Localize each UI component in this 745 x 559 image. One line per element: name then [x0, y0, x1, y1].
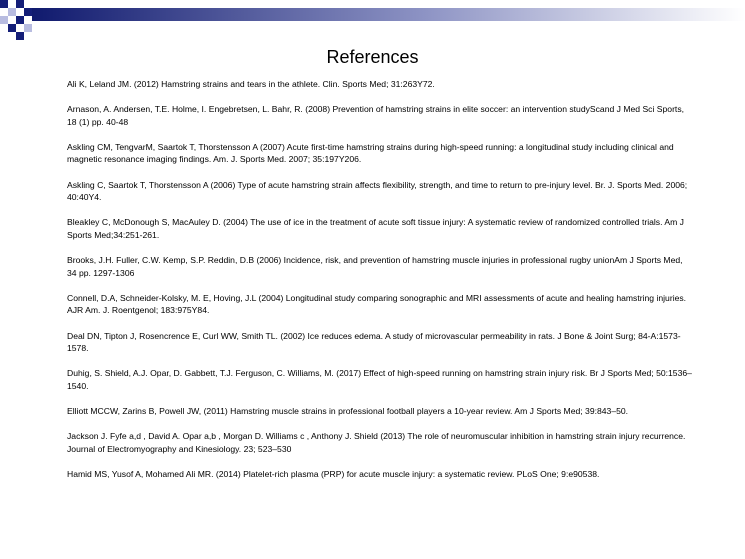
- deco-square: [24, 24, 32, 32]
- reference-item: Ali K, Leland JM. (2012) Hamstring strains and tears in the athlete. Clin. Sports Med; 31:263Y72.: [67, 79, 435, 89]
- reference-item: Duhig, S. Shield, A.J. Opar, D. Gabbett, T.J. Ferguson, C. Williams, M. (2017) Effect of high-speed running on hamstring strain injury risk. Br J Sports Med; 50:1536–1540.: [67, 368, 692, 391]
- header-gradient-bar: [32, 8, 745, 21]
- reference-item: Askling C, Saartok T, Thorstensson A (2006) Type of acute hamstring strain affects flexibility, strength, and time to return to pre-injury level. Br. J. Sports Med. 2006; 40:40Y4.: [67, 179, 688, 203]
- reference-item: Elliott MCCW, Zarins B, Powell JW, (2011) Hamstring muscle strains in professional football players a 10-year review. Am J Sports Med; 39:843–50.: [67, 405, 629, 416]
- slide-title: References: [326, 47, 419, 67]
- reference-item: Connell, D.A, Schneider-Kolsky, M. E, Hoving, J.L (2004) Longitudinal study comparing sonographic and MRI assessments of acute and healing hamstring injuries. AJR Am. J. Roentgenol; 183:975Y84.: [67, 292, 687, 316]
- header-decoration: [0, 0, 745, 45]
- deco-square: [0, 0, 8, 8]
- reference-list: [67, 78, 692, 493]
- deco-square: [16, 16, 24, 24]
- reference-item: Brooks, J.H. Fuller, C.W. Kemp, S.P. Reddin, D.B (2006) Incidence, risk, and prevention of hamstring muscle injuries in professional rugby unionAm J Sports Med, 34 pp. 1297-1306: [67, 255, 683, 278]
- deco-square: [16, 0, 24, 8]
- reference-item: Hamid MS, Yusof A, Mohamed Ali MR. (2014) Platelet-rich plasma (PRP) for acute muscle injury: a systematic review. PLoS One; 9:e90538.: [67, 468, 600, 479]
- deco-square: [24, 8, 32, 16]
- reference-item: Askling CM, TengvarM, Saartok T, Thorstensson A (2007) Acute first-time hamstring strains during high-speed running: a longitudinal study including clinical and magnetic resonance imaging findings. Am. J. Sports Med. 2007; 35:197Y206.: [67, 142, 674, 165]
- deco-square: [8, 8, 16, 16]
- deco-square: [0, 16, 8, 24]
- deco-square: [16, 32, 24, 40]
- reference-item: Deal DN, Tipton J, Rosencrence E, Curl WW, Smith TL. (2002) Ice reduces edema. A study of microvascular permeability in rats. J Bone & Joint Surg; 84-A:1573-1578.: [67, 330, 681, 353]
- reference-item: Jackson J. Fyfe a,d , David A. Opar a,b , Morgan D. Williams c , Anthony J. Shield (2013) The role of neuromuscular inhibition in hamstring strain injury recurrence. Journal of Electromyography and Kinesiology. 23; 523–530: [67, 431, 686, 454]
- deco-square: [8, 24, 16, 32]
- reference-item: Bleakley C, McDonough S, MacAuley D. (2004) The use of ice in the treatment of acute soft tissue injury: A systematic review of randomized controlled trials. Am J Sports Med;34:251-261.: [67, 217, 684, 240]
- reference-item: Arnason, A. Andersen, T.E. Holme, I. Engebretsen, L. Bahr, R. (2008) Prevention of hamstring strains in elite soccer: an intervention studyScand J Med Sci Sports, 18 (1) pp. 40-48: [67, 104, 684, 127]
